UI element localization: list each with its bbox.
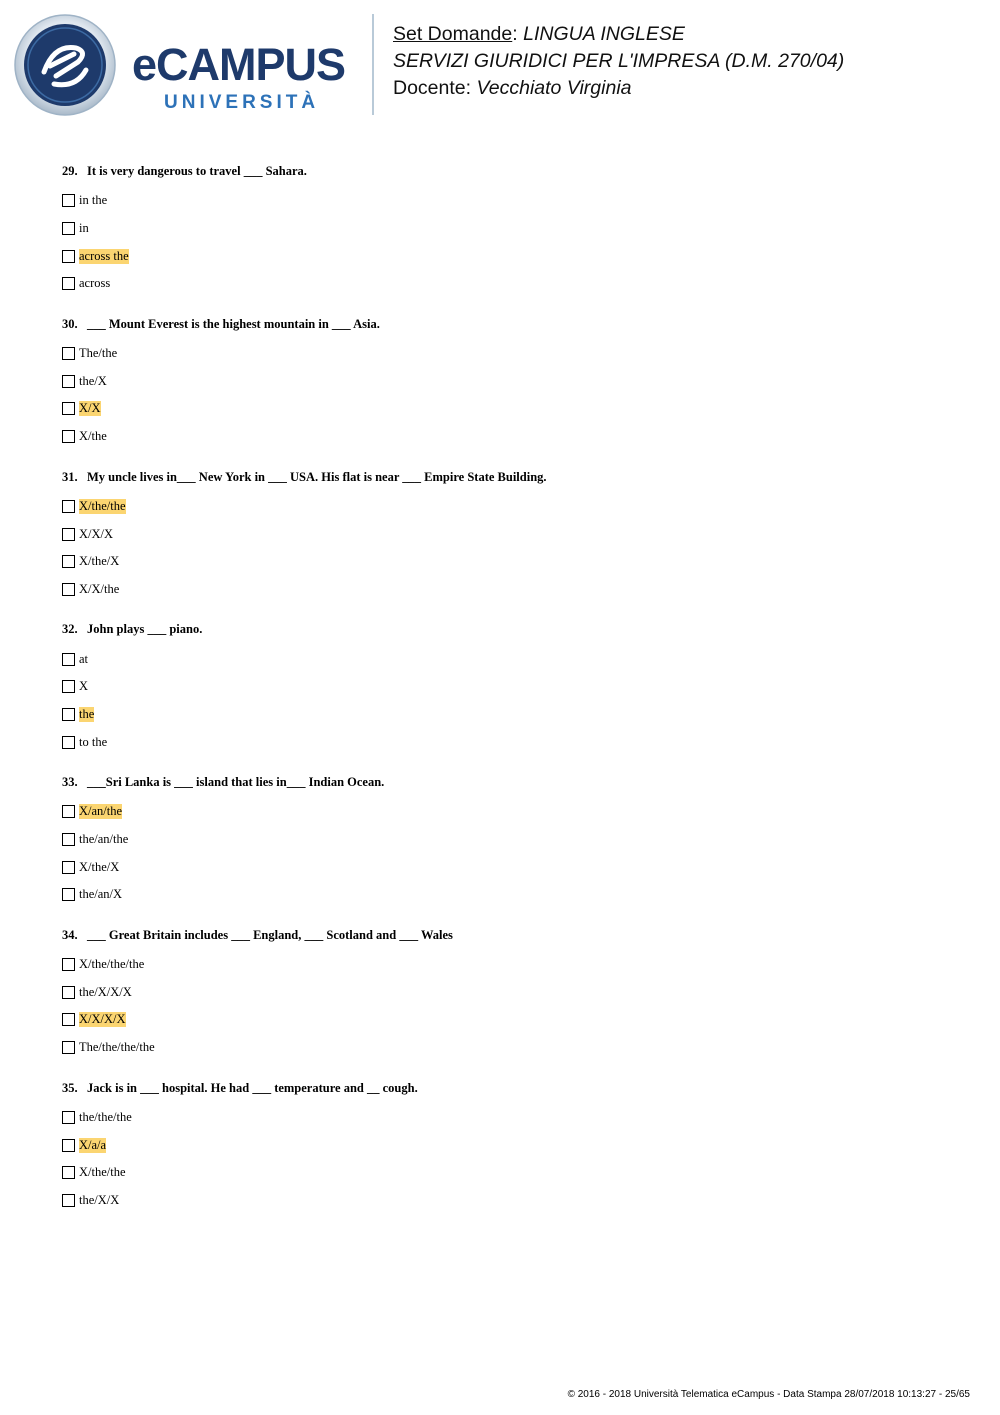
answer-label: The/the [79, 346, 118, 361]
question-text: Jack is in ___ hospital. He had ___ temperature and __ cough. [87, 1080, 418, 1095]
answer-option[interactable] [62, 853, 962, 881]
answer-option[interactable] [62, 1034, 962, 1062]
answer-option[interactable] [62, 951, 962, 979]
question-4 [62, 619, 962, 756]
answer-checkbox[interactable] [62, 222, 75, 235]
answer-label: X/the/the/the [79, 957, 145, 972]
question-title [62, 467, 962, 487]
answer-checkbox[interactable] [62, 347, 75, 360]
answer-option[interactable] [62, 548, 962, 576]
answer-option[interactable] [62, 242, 962, 270]
answer-label: to the [79, 734, 108, 749]
answer-checkbox[interactable] [62, 833, 75, 846]
question-text: ___ Great Britain includes ___ England, ___ Scotland and ___ Wales [87, 927, 453, 942]
answer-label: the/X/X [79, 1192, 120, 1207]
answer-option[interactable] [62, 1131, 962, 1159]
set-label: Set Domande [393, 23, 513, 45]
answer-label: X/the [79, 429, 107, 444]
answer-checkbox[interactable] [62, 1041, 75, 1054]
answer-checkbox[interactable] [62, 958, 75, 971]
question-text: John plays ___ piano. [87, 622, 203, 637]
answer-option[interactable] [62, 826, 962, 854]
question-number: 35. [62, 1080, 78, 1095]
question-number: 31. [62, 469, 78, 484]
answer-checkbox[interactable] [62, 402, 75, 415]
answer-option[interactable] [62, 270, 962, 298]
question-text: It is very dangerous to travel ___ Sahara. [87, 164, 307, 178]
answer-checkbox[interactable] [62, 736, 75, 749]
header-divider [372, 14, 374, 115]
question-title [62, 161, 962, 181]
answer-label: the/an/X [79, 887, 123, 902]
answer-option[interactable] [62, 1187, 962, 1215]
answer-label-highlighted: the [79, 706, 95, 721]
question-text: My uncle lives in___ New York in ___ USA. His flat is near ___ Empire State Building. [87, 469, 547, 484]
answer-label-highlighted: X/an/the [79, 804, 123, 819]
answer-option[interactable] [62, 520, 962, 548]
answer-option[interactable] [62, 1159, 962, 1187]
answer-checkbox[interactable] [62, 805, 75, 818]
answer-option[interactable] [62, 215, 962, 243]
answer-checkbox[interactable] [62, 250, 75, 263]
answer-label-highlighted: X/X/X/X [79, 1012, 126, 1027]
answer-checkbox[interactable] [62, 861, 75, 874]
answer-label: X [79, 679, 89, 694]
answer-checkbox[interactable] [62, 1111, 75, 1124]
question-number: 30. [62, 316, 78, 331]
question-text: ___ Mount Everest is the highest mountain in ___ Asia. [87, 316, 380, 331]
answer-label: the/an/the [79, 832, 129, 847]
answer-checkbox[interactable] [62, 277, 75, 290]
answer-label: X/X/the [79, 581, 120, 596]
answer-label: at [79, 651, 89, 666]
question-3 [62, 467, 962, 604]
answer-checkbox[interactable] [62, 888, 75, 901]
answer-label: X/the/X [79, 554, 120, 569]
answer-option[interactable] [62, 340, 962, 368]
answer-checkbox[interactable] [62, 708, 75, 721]
answer-label: in [79, 221, 89, 236]
question-6 [62, 925, 962, 1062]
answer-label-highlighted: X/the/the [79, 498, 126, 513]
answer-label: across [79, 276, 111, 291]
answer-label-highlighted: across the [79, 248, 129, 263]
question-number: 34. [62, 927, 78, 942]
question-number: 29. [62, 164, 78, 178]
answer-checkbox[interactable] [62, 653, 75, 666]
answer-checkbox[interactable] [62, 528, 75, 541]
ecampus-logo [14, 14, 359, 118]
header-info [393, 21, 844, 102]
answer-option[interactable] [62, 187, 962, 215]
answer-checkbox[interactable] [62, 194, 75, 207]
question-title [62, 1078, 962, 1098]
question-5 [62, 772, 962, 909]
answer-option[interactable] [62, 978, 962, 1006]
answer-label: in the [79, 193, 108, 208]
teacher-line: Docente: Vecchiato Virginia [393, 77, 632, 99]
teacher: Vecchiato Virginia [476, 77, 632, 99]
page-footer: © 2016 - 2018 Università Telematica eCampus - Data Stampa 28/07/2018 10:13:27 - 25/65 [567, 1389, 970, 1400]
question-list [62, 161, 962, 1230]
course-line [393, 48, 844, 75]
answer-checkbox[interactable] [62, 1166, 75, 1179]
answer-checkbox[interactable] [62, 680, 75, 693]
course: SERVIZI GIURIDICI PER L'IMPRESA (D.M. 270/04) [393, 50, 845, 72]
answer-option[interactable] [62, 673, 962, 701]
page-header [0, 0, 1000, 130]
question-7 [62, 1078, 962, 1215]
answer-checkbox[interactable] [62, 500, 75, 513]
answer-option[interactable] [62, 1104, 962, 1132]
answer-option[interactable] [62, 645, 962, 673]
answer-option[interactable] [62, 395, 962, 423]
answer-label-highlighted: X/X [79, 401, 101, 416]
answer-label: The/the/the/the [79, 1040, 155, 1055]
answer-option[interactable] [62, 493, 962, 521]
answer-option[interactable] [62, 423, 962, 451]
answer-label: X/X/X [79, 526, 114, 541]
answer-label: the/X [79, 373, 107, 388]
answer-option[interactable] [62, 576, 962, 604]
answer-option[interactable] [62, 728, 962, 756]
answer-option[interactable] [62, 1006, 962, 1034]
question-title [62, 619, 962, 639]
answer-checkbox[interactable] [62, 555, 75, 568]
answer-checkbox[interactable] [62, 375, 75, 388]
question-title [62, 772, 962, 792]
answer-checkbox[interactable] [62, 986, 75, 999]
answer-option[interactable] [62, 367, 962, 395]
logo-subtext: UNIVERSITÀ [164, 92, 320, 113]
answer-label: the/X/X/X [79, 984, 132, 999]
answer-option[interactable] [62, 701, 962, 729]
answer-checkbox[interactable] [62, 583, 75, 596]
question-text: ___Sri Lanka is ___ island that lies in___ Indian Ocean. [87, 775, 385, 789]
answer-checkbox[interactable] [62, 1194, 75, 1207]
teacher-label: Docente [393, 77, 466, 99]
subject: LINGUA INGLESE [523, 23, 685, 45]
answer-option[interactable] [62, 798, 962, 826]
answer-checkbox[interactable] [62, 430, 75, 443]
answer-checkbox[interactable] [62, 1139, 75, 1152]
answer-label: the/the/the [79, 1109, 132, 1124]
question-2 [62, 314, 962, 451]
question-title [62, 925, 962, 945]
question-number: 33. [62, 775, 78, 789]
answer-checkbox[interactable] [62, 1013, 75, 1026]
set-line: Set Domande: LINGUA INGLESE [393, 23, 685, 45]
answer-option[interactable] [62, 881, 962, 909]
question-title [62, 314, 962, 334]
question-1 [62, 161, 962, 298]
answer-label: X/the/X [79, 859, 120, 874]
answer-label: X/the/the [79, 1165, 126, 1180]
answer-label-highlighted: X/a/a [79, 1137, 107, 1152]
logo-wordmark: eCAMPUS [132, 39, 346, 90]
question-number: 32. [62, 622, 78, 637]
